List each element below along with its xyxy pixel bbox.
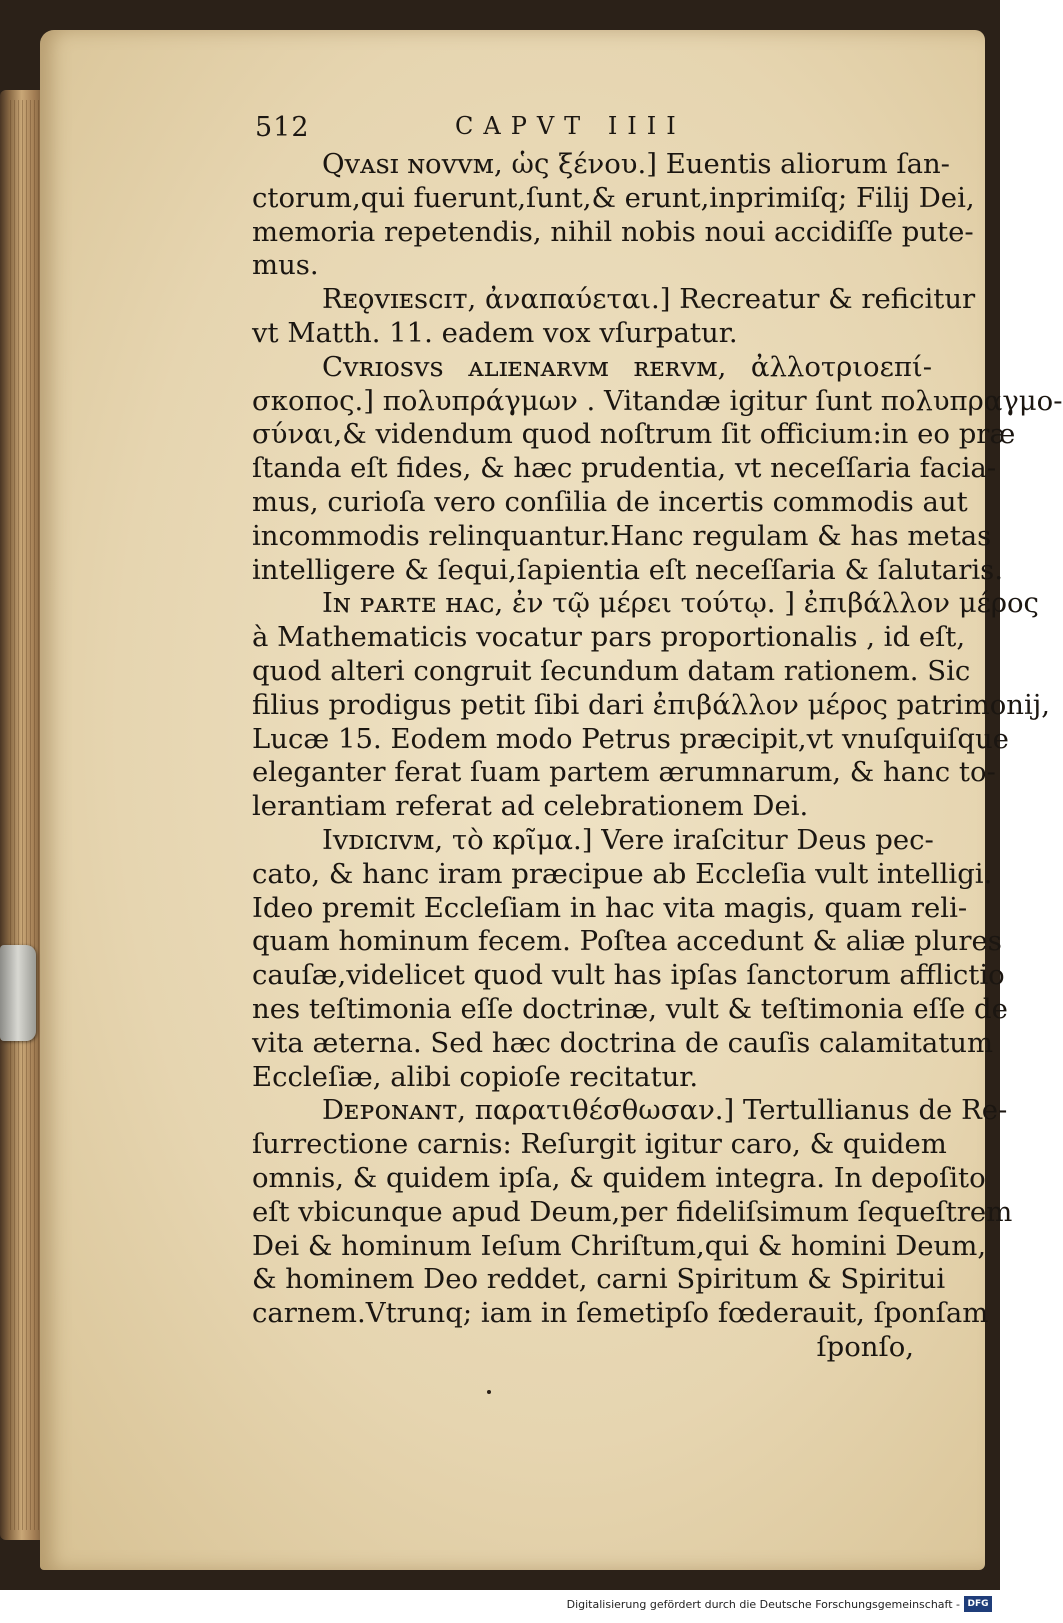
text-line: ſtanda eſt fides, & hæc prudentia, vt neceſſaria facia-: [252, 452, 997, 485]
page-number: 512: [255, 112, 310, 143]
page-stack-lines: [10, 100, 44, 1530]
text-line: mus.: [252, 249, 319, 282]
text-line: vita æterna. Sed hæc doctrina de cauſis calamitatum: [252, 1026, 994, 1059]
text-line: Cᴠʀɪᴏsᴠs ᴀʟɪᴇɴᴀʀᴠᴍ ʀᴇʀᴠᴍ, ἀλλοτριοεπί-: [322, 350, 932, 383]
text-line: nes teſtimonia eſſe doctrinæ, vult & teſtimonia eſſe de: [252, 992, 1008, 1025]
text-line: memoria repetendis, nihil nobis noui accidiſſe pute-: [252, 215, 974, 248]
dfg-logo: DFG: [964, 1596, 992, 1612]
digitization-footer: [0, 1590, 1000, 1623]
text-line: omnis, & quidem ipſa, & quidem integra. In depoſito: [252, 1161, 986, 1194]
text-line: intelligere & ſequi,ſapientia eſt neceſſaria & ſalutaris.: [252, 553, 1003, 586]
book-clasp: [0, 945, 36, 1041]
text-line: incommodis relinquantur.Hanc regulam & has metas: [252, 519, 992, 552]
text-line: carnem.Vtrunq; iam in ſemetipſo fœderauit, ſponſam: [252, 1297, 989, 1330]
running-title: CAPVT IIII: [455, 112, 686, 140]
text-line: Dᴇᴘᴏɴᴀɴᴛ, παρατιθέσθωσαν.] Tertullianus de Re-: [322, 1094, 1008, 1127]
text-line: Rᴇǫᴠɪᴇsᴄɪᴛ, ἀναπαύεται.] Recreatur & reficitur: [322, 283, 976, 316]
text-line: Lucæ 15. Eodem modo Petrus præcipit,vt vnuſquiſque: [252, 722, 1009, 755]
text-line: Dei & hominum Ieſum Chriſtum,qui & homini Deum,: [252, 1229, 987, 1262]
text-line: Eccleſiæ, alibi copioſe recitatur.: [252, 1060, 699, 1093]
text-line: eſt vbicunque apud Deum,per fideliſsimum ſequeſtrem: [252, 1195, 1013, 1228]
text-line: Iɴ ᴘᴀʀᴛᴇ ʜᴀᴄ, ἐν τῷ μέρει τούτῳ. ] ἐπιβάλλον μέρος: [322, 587, 1039, 620]
text-line: σύναι,& videndum quod noſtrum ſit officium:in eo præ: [252, 418, 1016, 451]
text-line: ctorum,qui fuerunt,ſunt,& erunt,inprimiſq; Filij Dei,: [252, 181, 975, 214]
text-line: vt Matth. 11. eadem vox vſurpatur.: [252, 316, 738, 349]
text-line: Qᴠᴀsɪ ɴᴏᴠᴠᴍ, ὡς ξένου.] Euentis aliorum ſan-: [322, 148, 950, 180]
text-line: Ideo premit Eccleſiam in hac vita magis, quam reli-: [252, 891, 968, 924]
body-text: [252, 148, 1063, 1365]
text-line: cauſæ,videlicet quod vult has ipſas ſanctorum afflictio: [252, 959, 1005, 992]
text-line: quam hominum fecem. Poſtea accedunt & aliæ plures: [252, 925, 1002, 958]
text-line: quod alteri congruit ſecundum datam rationem. Sic: [252, 654, 971, 687]
text-line: filius prodigus petit ſibi dari ἐπιβάλλον μέρος patrimonij,: [252, 688, 1051, 721]
text-line: à Mathematicis vocatur pars proportionalis , id eſt,: [252, 621, 966, 654]
text-line: lerantiam referat ad celebrationem Dei.: [252, 790, 809, 823]
text-line: σκοπος.] πολυπράγμων . Vitandæ igitur ſunt πολυπραγμο-: [252, 384, 1063, 417]
footer-credit: Digitalisierung gefördert durch die Deutsche Forschungsgemeinschaft -: [566, 1598, 960, 1611]
catchword: ſponſo,: [816, 1330, 914, 1363]
text-line: Iᴠᴅɪᴄɪᴠᴍ, τὸ κρῖμα.] Vere iraſcitur Deus pec-: [322, 823, 934, 856]
text-line: mus, curioſa vero conſilia de incertis commodis aut: [252, 485, 968, 518]
text-line: eleganter ferat ſuam partem ærumnarum, & hanc to-: [252, 756, 996, 789]
text-line: & hominem Deo reddet, carni Spiritum & Spiritui: [252, 1263, 946, 1296]
text-line: cato, & hanc iram præcipue ab Eccleſia vult intelligi.: [252, 857, 993, 890]
page-header: [255, 112, 725, 152]
text-line: ſurrectione carnis: Reſurgit igitur caro, & quidem: [252, 1128, 947, 1161]
ink-speck: [487, 1390, 491, 1394]
